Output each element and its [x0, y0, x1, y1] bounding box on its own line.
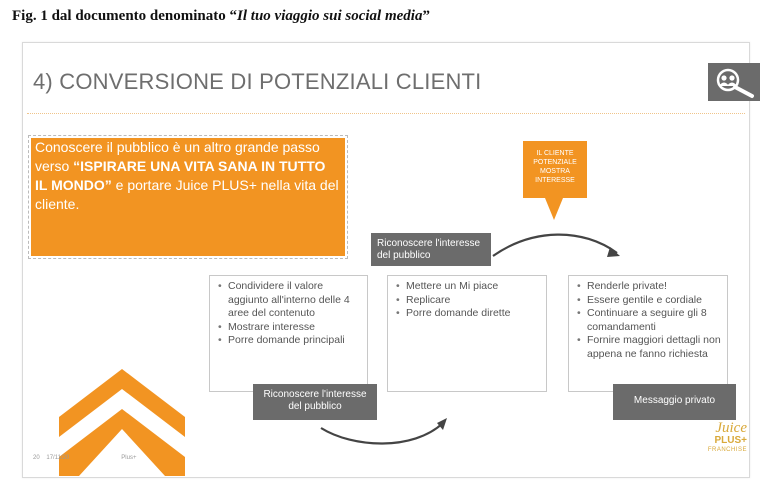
footer-date: 17/11/20 — [46, 455, 70, 461]
caption-doc-title: Il tuo viaggio sui social media — [237, 8, 423, 24]
slide-title: 4) CONVERSIONE DI POTENZIALI CLIENTI — [33, 69, 482, 94]
slide — [22, 42, 750, 478]
list-item: • Continuare a seguire gli 8 comandamenti — [577, 307, 723, 334]
brand-bottom: FRANCHISE — [707, 447, 747, 453]
actions-list-3 — [569, 276, 727, 361]
footer-page-number: 20 — [33, 455, 40, 461]
brand-middle: PLUS+ — [714, 435, 747, 446]
bubble-line: INTERESSE — [535, 177, 575, 184]
intro-line2: e portare Juice PLUS+ nella vita del cliente. — [35, 177, 339, 212]
list-item: • Fornire maggiori dettagli non appena ne fanno richiesta — [577, 334, 723, 361]
list-item: • Mettere un Mi piace — [396, 280, 542, 294]
actions-box-3 — [568, 275, 728, 392]
intro-line1: Conoscere il pubblico è un altro grande passo verso — [35, 139, 320, 174]
label-recognize-interest-top: Riconoscere l'interesse del pubblico — [371, 233, 491, 266]
list-item: • Porre domande dirette — [396, 307, 542, 321]
juice-plus-logo — [691, 421, 747, 454]
bubble-line: POTENZIALE — [533, 159, 577, 166]
list-item: • Renderle private! — [577, 280, 723, 294]
list-item: • Mostrare interesse — [218, 321, 363, 335]
figure-caption — [12, 8, 430, 25]
label-private-message: Messaggio privato — [613, 384, 736, 420]
list-item: • Condividere il valore aggiunto all'interno delle 4 aree del contenuto — [218, 280, 363, 321]
bubble-line: MOSTRA — [540, 168, 570, 175]
list-item: • Essere gentile e cordiale — [577, 294, 723, 308]
slide-footer — [33, 455, 136, 461]
actions-box-2 — [387, 275, 547, 392]
actions-list-1 — [210, 276, 367, 348]
intro-highlight: “ISPIRARE UNA VITA SANA IN TUTTO IL MONDO” — [35, 158, 326, 193]
actions-list-2 — [388, 276, 546, 321]
actions-box-1 — [209, 275, 368, 392]
list-item: • Porre domande principali — [218, 334, 363, 348]
footer-brand: Plus+ — [121, 455, 137, 461]
caption-suffix: ” — [422, 8, 430, 24]
caption-prefix: Fig. 1 dal documento denominato “ — [12, 8, 238, 24]
bubble-line: IL CLIENTE — [536, 150, 574, 157]
label-recognize-interest-bottom: Riconoscere l'interesse del pubblico — [253, 384, 377, 420]
brand-top: Juice — [715, 420, 747, 436]
list-item: • Replicare — [396, 294, 542, 308]
